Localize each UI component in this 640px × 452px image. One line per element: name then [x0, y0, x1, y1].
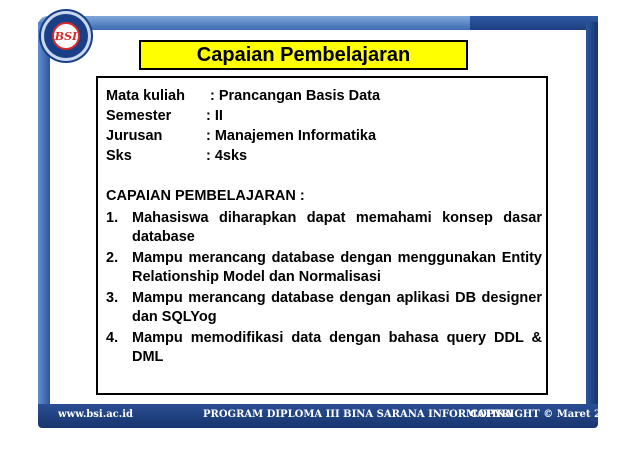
course-info-row: [106, 108, 223, 124]
outcome-number: 2.: [106, 250, 119, 266]
course-info-row: [106, 128, 377, 144]
course-info-label: Jurusan: [106, 128, 163, 144]
outcome-item: [106, 329, 542, 367]
course-info-row: [106, 88, 381, 104]
slide-title: Capaian Pembelajaran: [139, 40, 468, 70]
outcome-item: [106, 289, 542, 327]
outcome-number: 4.: [106, 330, 119, 346]
course-info-value: : II: [206, 108, 223, 124]
footer-website: www.bsi.ac.id: [58, 409, 134, 420]
outcome-text: Mampu merancang database dengan menggunakan Entity Relationship Model dan Normalisasi: [132, 250, 542, 285]
course-info-value: : Manajemen Informatika: [206, 128, 377, 144]
course-info-value: : 4sks: [206, 148, 248, 164]
outcome-item: [106, 249, 542, 287]
course-info-row: [106, 148, 248, 164]
frame-top-bar-dark: [470, 16, 598, 30]
outcome-text: Mahasiswa diharapkan dapat memahami konsep dasar database: [132, 210, 542, 245]
outcome-number: 1.: [106, 210, 119, 226]
outcomes-heading: CAPAIAN PEMBELAJARAN :: [106, 188, 305, 204]
content-panel: [96, 76, 548, 395]
bsi-logo-icon: [44, 14, 88, 58]
course-info-label: Mata kuliah: [106, 88, 185, 104]
footer-copyright: COPYRIGHT © Maret 2014: [470, 409, 622, 420]
course-info-value: : Prancangan Basis Data: [210, 88, 381, 104]
outcome-number: 3.: [106, 290, 119, 306]
course-info-label: Semester: [106, 108, 172, 124]
course-info-label: Sks: [106, 148, 132, 164]
frame-right-bar: [586, 22, 598, 407]
outcome-text: Mampu merancang database dengan aplikasi DB designer dan SQLYog: [132, 290, 542, 325]
outcome-text: Mampu memodifikasi data dengan bahasa query DDL & DML: [132, 330, 542, 365]
footer-program: PROGRAM DIPLOMA III BINA SARANA INFORMATIKA: [203, 409, 513, 420]
frame-left-bar: [38, 22, 50, 407]
logo-text: BSI: [52, 22, 80, 50]
outcome-item: [106, 209, 542, 247]
